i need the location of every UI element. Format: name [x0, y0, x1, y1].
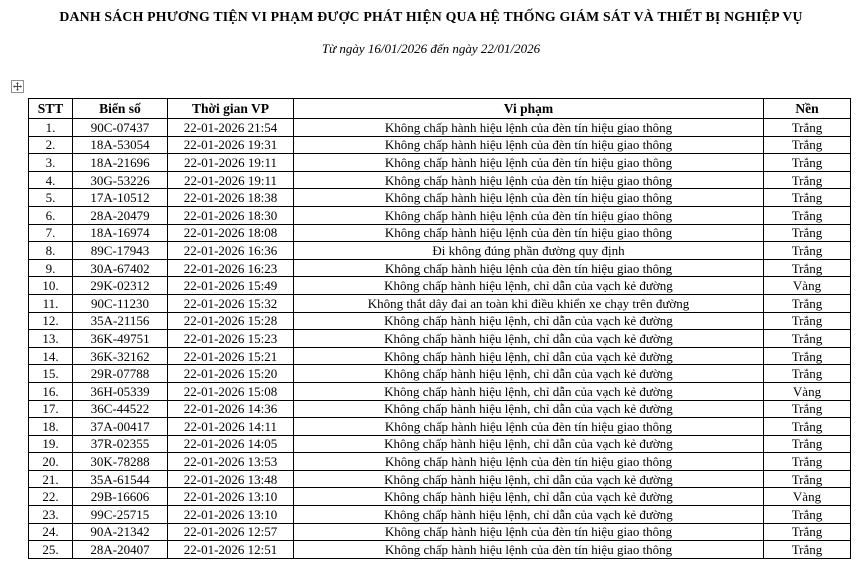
table-row	[29, 224, 851, 242]
violation-time: 22-01-2026 21:54	[168, 119, 294, 137]
violation-description: Không chấp hành hiệu lệnh, chỉ dẫn của vạch kẻ đường	[294, 470, 764, 488]
table-row	[29, 541, 851, 559]
violation-description: Không chấp hành hiệu lệnh, chỉ dẫn của vạch kẻ đường	[294, 382, 764, 400]
violation-time: 22-01-2026 13:10	[168, 488, 294, 506]
violation-description: Không chấp hành hiệu lệnh của đèn tín hiệu giao thông	[294, 206, 764, 224]
violation-time: 22-01-2026 14:36	[168, 400, 294, 418]
table-row	[29, 488, 851, 506]
violation-description: Không chấp hành hiệu lệnh, chỉ dẫn của vạch kẻ đường	[294, 330, 764, 348]
table-row	[29, 453, 851, 471]
row-index: 11.	[29, 294, 73, 312]
row-index: 15.	[29, 365, 73, 383]
plate-number: 29B-16606	[73, 488, 168, 506]
plate-number: 36K-32162	[73, 347, 168, 365]
plate-background: Trắng	[764, 541, 851, 559]
table-row	[29, 435, 851, 453]
row-index: 8.	[29, 242, 73, 260]
violation-time: 22-01-2026 15:49	[168, 277, 294, 295]
header-violation-time: Thời gian VP	[168, 99, 294, 119]
plate-number: 35A-61544	[73, 470, 168, 488]
table-row	[29, 382, 851, 400]
row-index: 5.	[29, 189, 73, 207]
plate-background: Trắng	[764, 523, 851, 541]
plate-background: Trắng	[764, 365, 851, 383]
violation-description: Không chấp hành hiệu lệnh, chỉ dẫn của vạch kẻ đường	[294, 312, 764, 330]
row-index: 24.	[29, 523, 73, 541]
violation-time: 22-01-2026 19:31	[168, 136, 294, 154]
plate-background: Trắng	[764, 312, 851, 330]
violation-description: Không chấp hành hiệu lệnh của đèn tín hiệu giao thông	[294, 154, 764, 172]
plate-number: 30A-67402	[73, 259, 168, 277]
row-index: 18.	[29, 418, 73, 436]
table-move-handle[interactable]	[11, 80, 24, 93]
plate-background: Vàng	[764, 488, 851, 506]
plate-number: 30G-53226	[73, 171, 168, 189]
plate-background: Trắng	[764, 171, 851, 189]
plate-background: Vàng	[764, 382, 851, 400]
table-row	[29, 365, 851, 383]
plate-background: Trắng	[764, 347, 851, 365]
violation-description: Không chấp hành hiệu lệnh, chỉ dẫn của vạch kẻ đường	[294, 506, 764, 524]
violation-description: Không chấp hành hiệu lệnh của đèn tín hiệu giao thông	[294, 136, 764, 154]
row-index: 20.	[29, 453, 73, 471]
violation-description: Không chấp hành hiệu lệnh, chỉ dẫn của vạch kẻ đường	[294, 435, 764, 453]
header-stt: STT	[29, 99, 73, 119]
table-row	[29, 400, 851, 418]
plate-background: Trắng	[764, 435, 851, 453]
plate-background: Trắng	[764, 418, 851, 436]
table-row	[29, 294, 851, 312]
violation-time: 22-01-2026 16:36	[168, 242, 294, 260]
plate-background: Trắng	[764, 224, 851, 242]
violation-description: Không chấp hành hiệu lệnh của đèn tín hiệu giao thông	[294, 418, 764, 436]
plate-background: Vàng	[764, 277, 851, 295]
plate-number: 29R-07788	[73, 365, 168, 383]
plate-number: 89C-17943	[73, 242, 168, 260]
plate-number: 29K-02312	[73, 277, 168, 295]
row-index: 12.	[29, 312, 73, 330]
table-row	[29, 242, 851, 260]
plate-background: Trắng	[764, 506, 851, 524]
violation-description: Không chấp hành hiệu lệnh, chỉ dẫn của vạch kẻ đường	[294, 277, 764, 295]
table-row	[29, 418, 851, 436]
plate-background: Trắng	[764, 400, 851, 418]
violation-time: 22-01-2026 12:57	[168, 523, 294, 541]
table-row	[29, 330, 851, 348]
table-row	[29, 189, 851, 207]
table-header-row	[29, 99, 851, 119]
violation-description: Không thắt dây đai an toàn khi điều khiển xe chạy trên đường	[294, 294, 764, 312]
row-index: 14.	[29, 347, 73, 365]
plate-background: Trắng	[764, 242, 851, 260]
table-row	[29, 312, 851, 330]
plate-number: 37R-02355	[73, 435, 168, 453]
plate-background: Trắng	[764, 154, 851, 172]
violation-time: 22-01-2026 14:05	[168, 435, 294, 453]
plate-number: 37A-00417	[73, 418, 168, 436]
violation-time: 22-01-2026 18:30	[168, 206, 294, 224]
row-index: 25.	[29, 541, 73, 559]
violation-description: Không chấp hành hiệu lệnh của đèn tín hiệu giao thông	[294, 259, 764, 277]
plate-number: 90A-21342	[73, 523, 168, 541]
violation-description: Không chấp hành hiệu lệnh, chỉ dẫn của vạch kẻ đường	[294, 488, 764, 506]
violation-description: Không chấp hành hiệu lệnh của đèn tín hiệu giao thông	[294, 523, 764, 541]
violations-table	[28, 98, 851, 559]
violation-time: 22-01-2026 14:11	[168, 418, 294, 436]
row-index: 23.	[29, 506, 73, 524]
header-plate-number: Biển số	[73, 99, 168, 119]
plate-number: 28A-20407	[73, 541, 168, 559]
table-row	[29, 347, 851, 365]
plate-number: 18A-53054	[73, 136, 168, 154]
page-title: DANH SÁCH PHƯƠNG TIỆN VI PHẠM ĐƯỢC PHÁT HIỆN QUA HỆ THỐNG GIÁM SÁT VÀ THIẾT BỊ NGHIỆP VỤ	[59, 9, 803, 24]
violation-time: 22-01-2026 18:08	[168, 224, 294, 242]
move-arrows-icon	[13, 82, 22, 91]
violation-description: Không chấp hành hiệu lệnh của đèn tín hiệu giao thông	[294, 119, 764, 137]
violation-time: 22-01-2026 15:08	[168, 382, 294, 400]
violation-time: 22-01-2026 12:51	[168, 541, 294, 559]
table-row	[29, 136, 851, 154]
violation-time: 22-01-2026 15:23	[168, 330, 294, 348]
header-plate-background: Nền	[764, 99, 851, 119]
plate-number: 17A-10512	[73, 189, 168, 207]
table-row	[29, 523, 851, 541]
violation-time: 22-01-2026 16:23	[168, 259, 294, 277]
table-row	[29, 506, 851, 524]
violation-description: Đi không đúng phần đường quy định	[294, 242, 764, 260]
row-index: 13.	[29, 330, 73, 348]
violation-time: 22-01-2026 15:21	[168, 347, 294, 365]
plate-number: 18A-21696	[73, 154, 168, 172]
plate-number: 36C-44522	[73, 400, 168, 418]
plate-background: Trắng	[764, 259, 851, 277]
violation-time: 22-01-2026 15:20	[168, 365, 294, 383]
row-index: 22.	[29, 488, 73, 506]
plate-number: 36H-05339	[73, 382, 168, 400]
row-index: 6.	[29, 206, 73, 224]
violation-description: Không chấp hành hiệu lệnh, chỉ dẫn của vạch kẻ đường	[294, 365, 764, 383]
row-index: 1.	[29, 119, 73, 137]
violation-description: Không chấp hành hiệu lệnh của đèn tín hiệu giao thông	[294, 541, 764, 559]
plate-number: 90C-07437	[73, 119, 168, 137]
row-index: 9.	[29, 259, 73, 277]
violation-time: 22-01-2026 19:11	[168, 154, 294, 172]
violation-time: 22-01-2026 13:10	[168, 506, 294, 524]
violation-description: Không chấp hành hiệu lệnh của đèn tín hiệu giao thông	[294, 171, 764, 189]
header-violation: Vi phạm	[294, 99, 764, 119]
violation-description: Không chấp hành hiệu lệnh, chỉ dẫn của vạch kẻ đường	[294, 347, 764, 365]
table-row	[29, 277, 851, 295]
date-range-subtitle: Từ ngày 16/01/2026 đến ngày 22/01/2026	[321, 41, 541, 56]
table-row	[29, 119, 851, 137]
table-row	[29, 154, 851, 172]
plate-number: 35A-21156	[73, 312, 168, 330]
plate-background: Trắng	[764, 294, 851, 312]
violation-description: Không chấp hành hiệu lệnh của đèn tín hiệu giao thông	[294, 189, 764, 207]
violation-description: Không chấp hành hiệu lệnh của đèn tín hiệu giao thông	[294, 224, 764, 242]
row-index: 17.	[29, 400, 73, 418]
table-row	[29, 259, 851, 277]
violation-time: 22-01-2026 18:38	[168, 189, 294, 207]
plate-number: 30K-78288	[73, 453, 168, 471]
plate-background: Trắng	[764, 189, 851, 207]
row-index: 7.	[29, 224, 73, 242]
table-body	[29, 119, 851, 559]
plate-background: Trắng	[764, 330, 851, 348]
plate-background: Trắng	[764, 470, 851, 488]
plate-number: 36K-49751	[73, 330, 168, 348]
row-index: 3.	[29, 154, 73, 172]
row-index: 2.	[29, 136, 73, 154]
plate-background: Trắng	[764, 206, 851, 224]
row-index: 19.	[29, 435, 73, 453]
row-index: 21.	[29, 470, 73, 488]
plate-background: Trắng	[764, 136, 851, 154]
plate-number: 99C-25715	[73, 506, 168, 524]
table-row	[29, 206, 851, 224]
row-index: 4.	[29, 171, 73, 189]
violation-time: 22-01-2026 15:28	[168, 312, 294, 330]
violation-description: Không chấp hành hiệu lệnh, chỉ dẫn của vạch kẻ đường	[294, 400, 764, 418]
plate-background: Trắng	[764, 453, 851, 471]
violation-time: 22-01-2026 13:48	[168, 470, 294, 488]
violation-time: 22-01-2026 19:11	[168, 171, 294, 189]
table-row	[29, 470, 851, 488]
violation-time: 22-01-2026 13:53	[168, 453, 294, 471]
violation-description: Không chấp hành hiệu lệnh của đèn tín hiệu giao thông	[294, 453, 764, 471]
violation-time: 22-01-2026 15:32	[168, 294, 294, 312]
plate-number: 90C-11230	[73, 294, 168, 312]
plate-background: Trắng	[764, 119, 851, 137]
row-index: 16.	[29, 382, 73, 400]
plate-number: 28A-20479	[73, 206, 168, 224]
table-row	[29, 171, 851, 189]
plate-number: 18A-16974	[73, 224, 168, 242]
row-index: 10.	[29, 277, 73, 295]
